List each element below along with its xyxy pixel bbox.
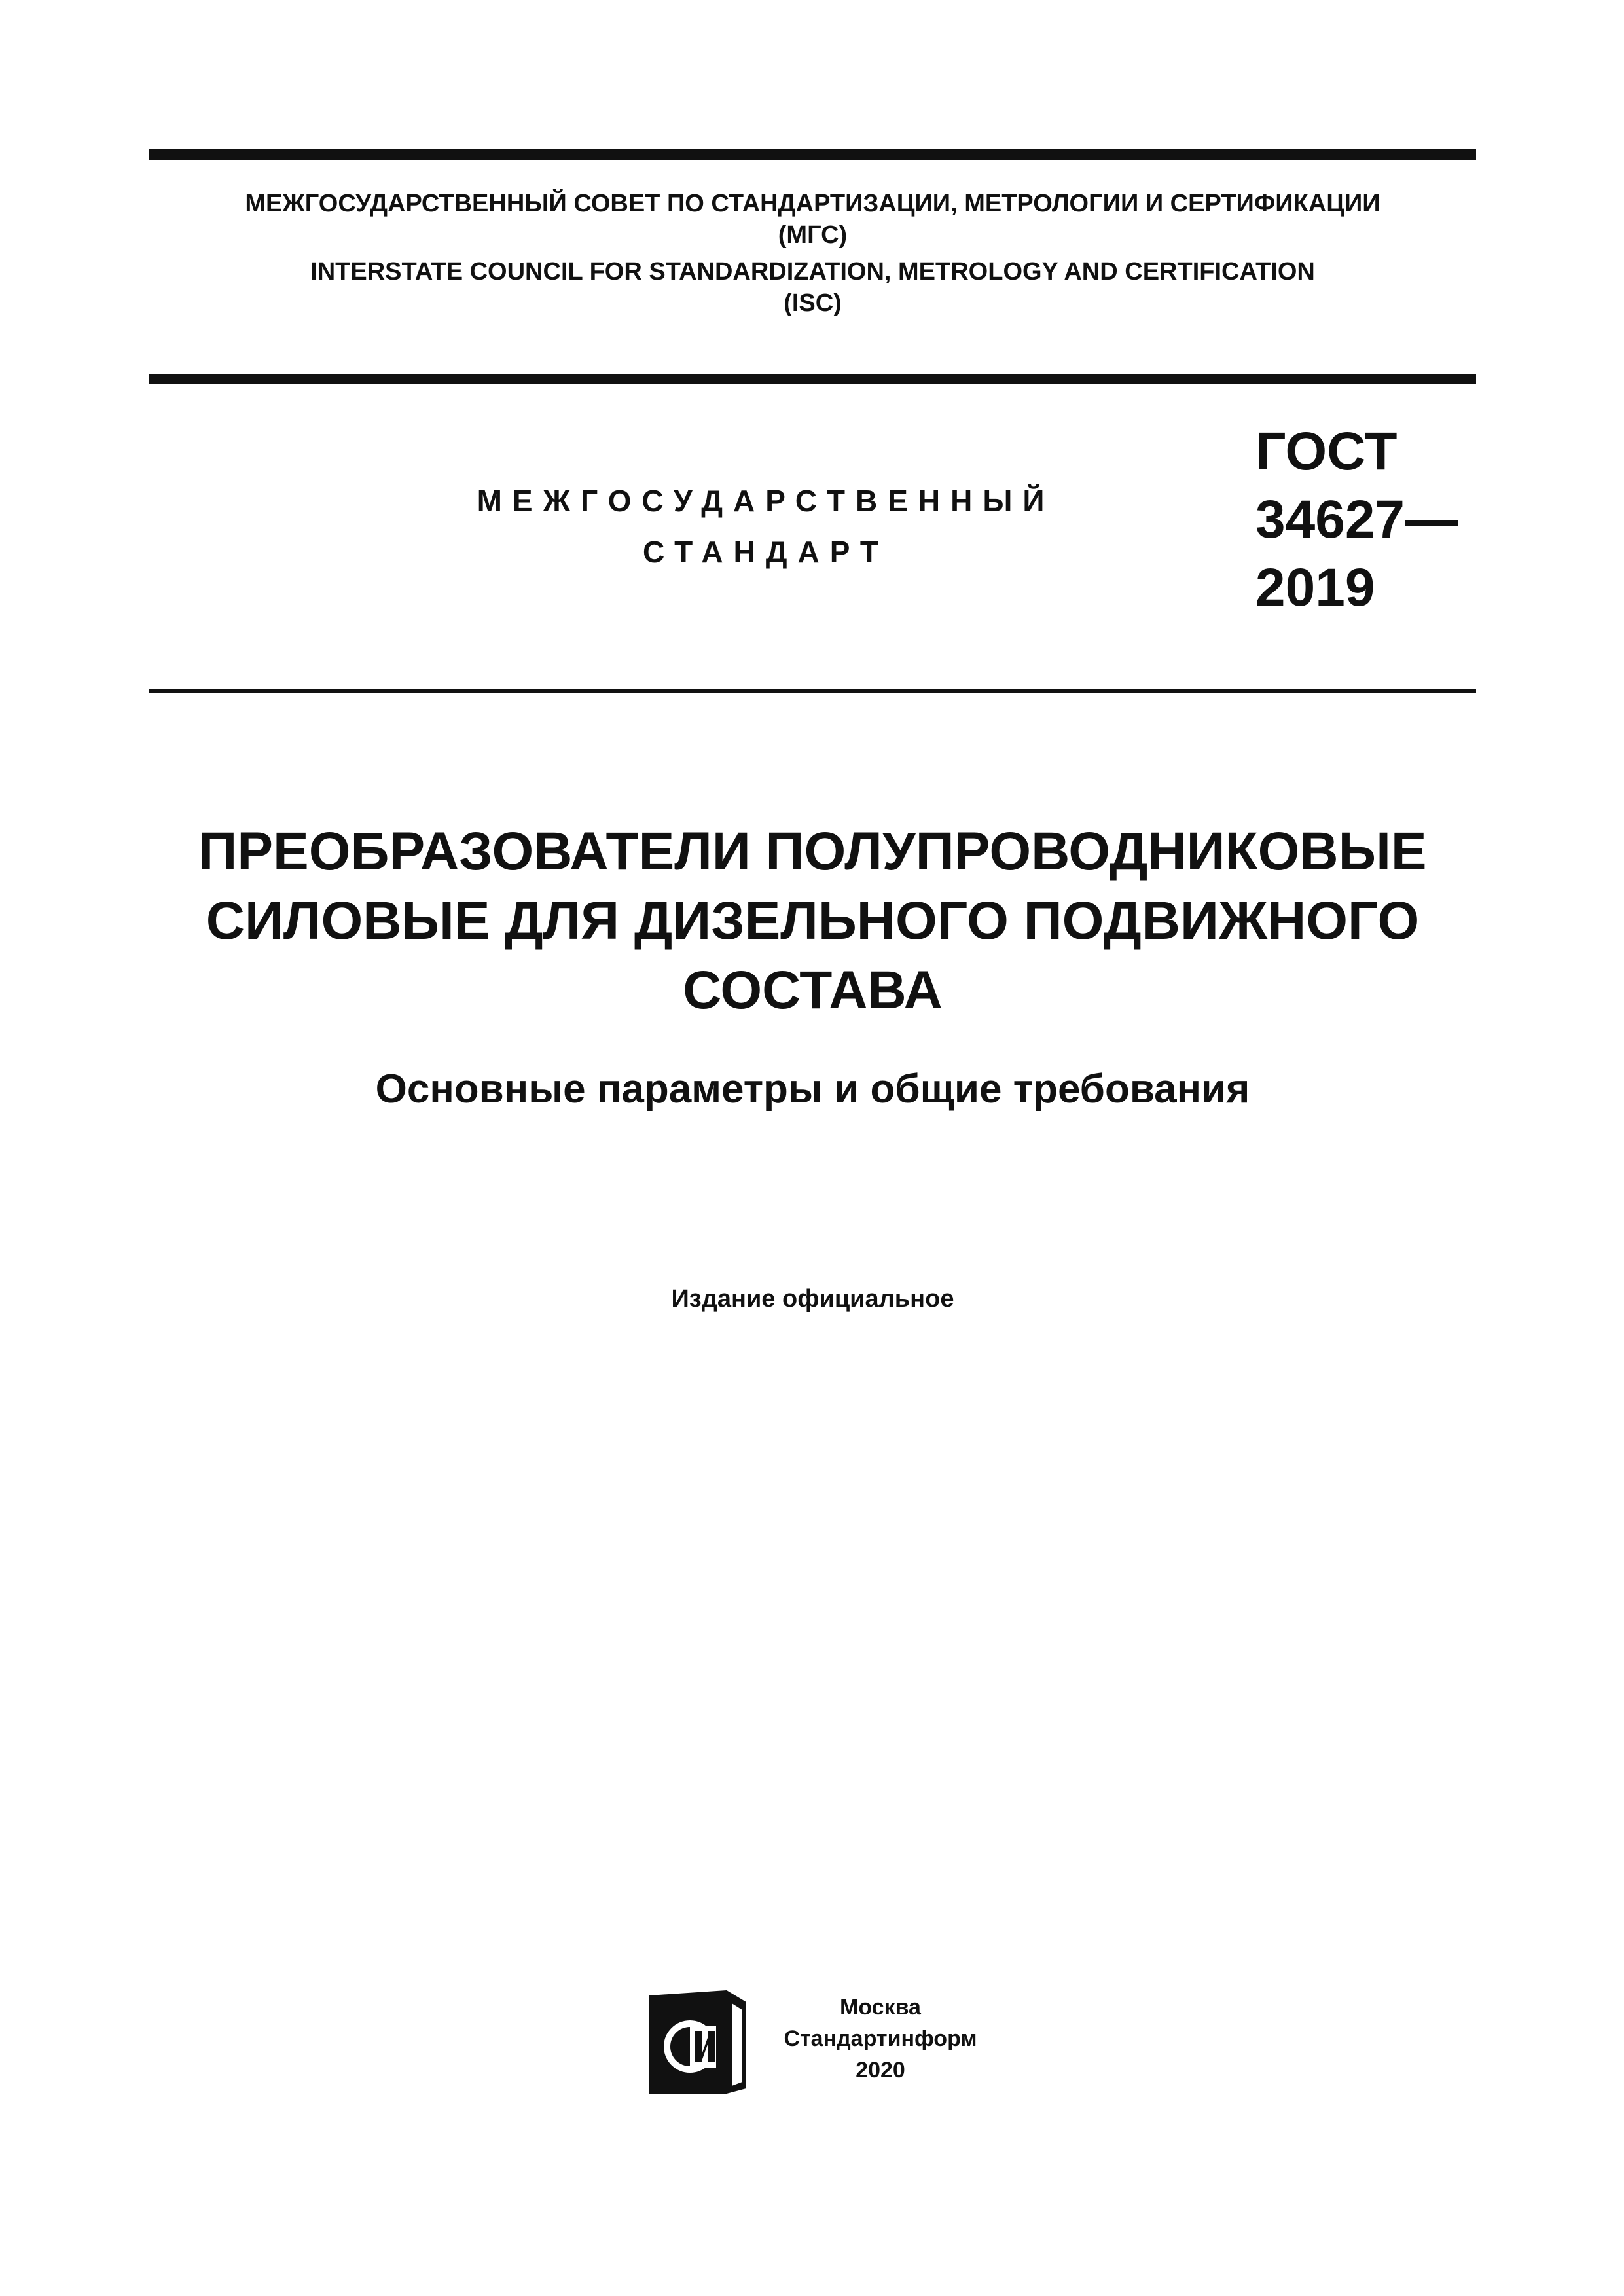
thin-rule (149, 689, 1476, 693)
edition-label: Издание официальное (671, 1285, 954, 1313)
standard-type-line2: СТАНДАРТ (643, 535, 889, 569)
council-name-en: INTERSTATE COUNCIL FOR STANDARDIZATION, METROLOGY AND CERTIFICATION (310, 258, 1315, 285)
council-name-ru: МЕЖГОСУДАРСТВЕННЫЙ СОВЕТ ПО СТАНДАРТИЗАЦИИ, МЕТРОЛОГИИ И СЕРТИФИКАЦИИ (245, 190, 1380, 217)
title-line2: СИЛОВЫЕ ДЛЯ ДИЗЕЛЬНОГО ПОДВИЖНОГО (206, 891, 1420, 951)
council-header (149, 191, 1476, 316)
publisher-block (766, 1992, 995, 2086)
council-abbr-ru: (МГС) (778, 221, 848, 249)
standard-type (380, 475, 1152, 577)
council-abbr-en: (ISC) (784, 289, 842, 317)
middle-rule (149, 374, 1476, 384)
standard-type-line1: МЕЖГОСУДАРСТВЕННЫЙ (477, 484, 1055, 518)
publisher-city: Москва (840, 1995, 921, 2020)
publisher-name: Стандартинформ (784, 2026, 977, 2051)
title-line1: ПРЕОБРАЗОВАТЕЛИ ПОЛУПРОВОДНИКОВЫЕ (198, 822, 1427, 881)
gost-year: 2019 (1255, 558, 1375, 617)
publisher-year: 2020 (856, 2058, 905, 2083)
standartinform-logo-icon (649, 1990, 746, 2094)
gost-number: 34627— (1255, 490, 1459, 549)
gost-designation (1255, 418, 1458, 622)
gost-prefix: ГОСТ (1255, 422, 1398, 481)
top-rule (149, 149, 1476, 160)
document-subtitle: Основные параметры и общие требования (375, 1066, 1250, 1112)
document-title (149, 817, 1476, 1025)
title-line3: СОСТАВА (683, 960, 943, 1020)
